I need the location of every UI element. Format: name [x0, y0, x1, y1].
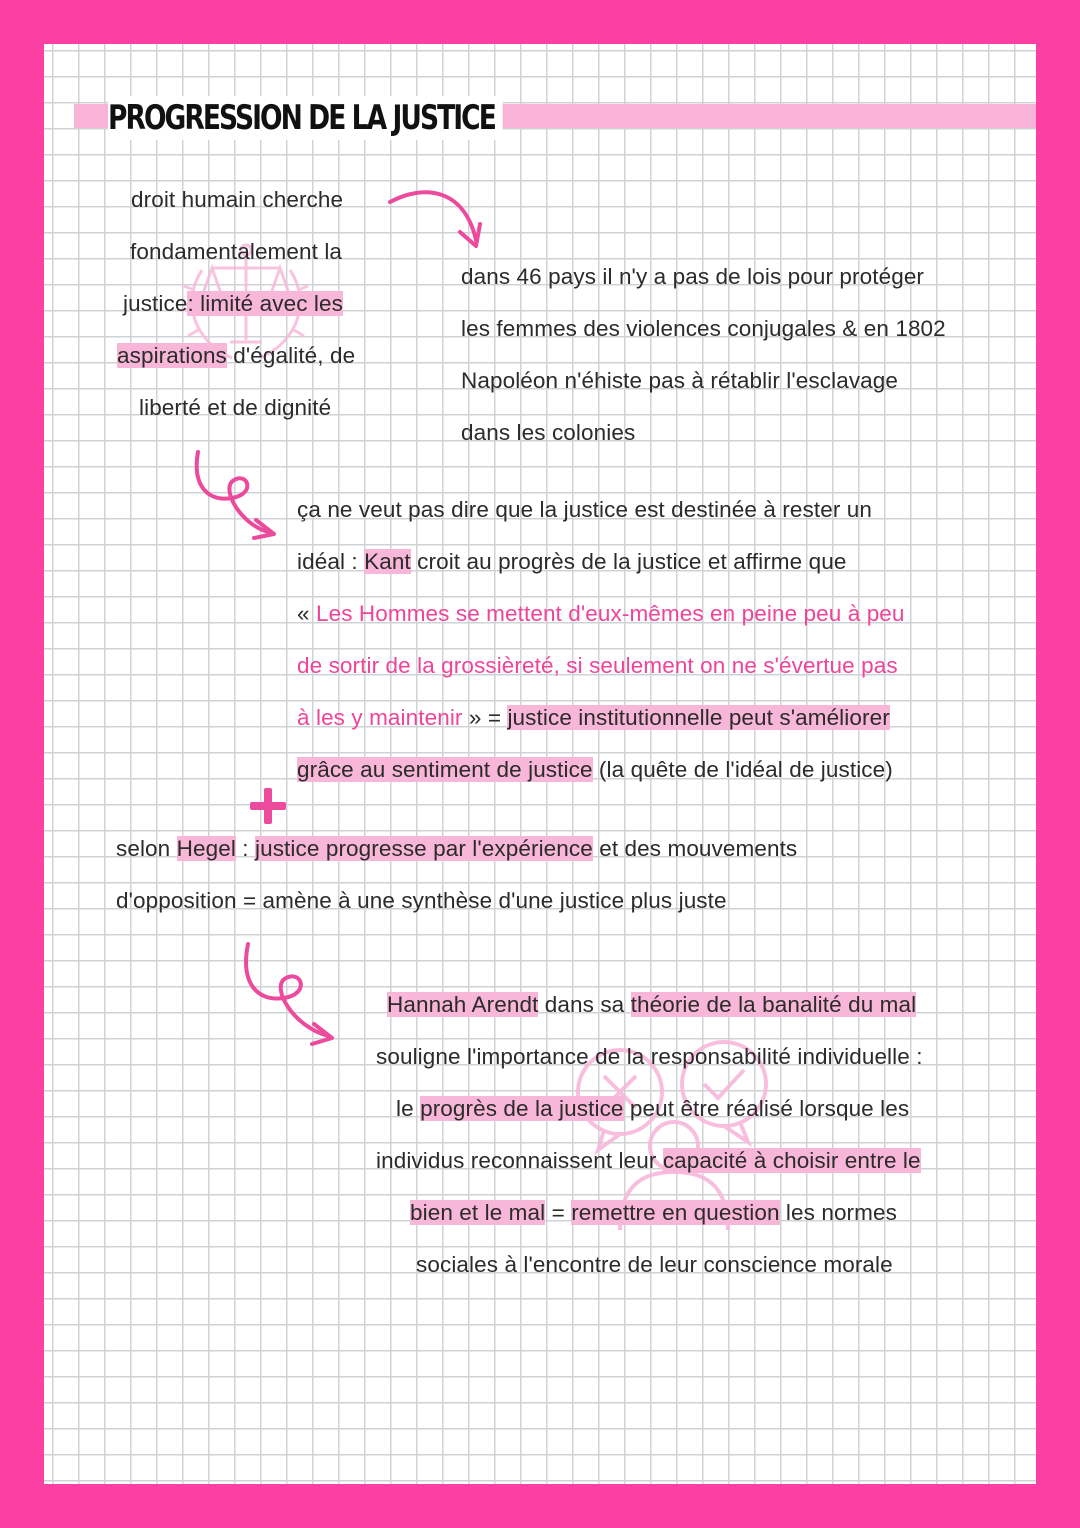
arendt-line-6: sociales à l'encontre de leur conscience morale [416, 1252, 893, 1277]
title-bar-right [494, 104, 1036, 128]
kant-line-3: « Les Hommes se mettent d'eux-mêmes en peine peu à peu [297, 601, 905, 626]
right-line-2: les femmes des violences conjugales & en 1802 [461, 316, 946, 341]
arendt-line-2: souligne l'importance de la responsabilité individuelle : [376, 1044, 923, 1069]
kant-line-1: ça ne veut pas dire que la justice est destinée à rester un [297, 497, 872, 522]
hegel-line-1: selon Hegel : justice progresse par l'expérience et des mouvements [116, 836, 798, 861]
left-line-5: liberté et de dignité [139, 395, 332, 420]
loop-arrow-icon [190, 446, 290, 546]
left-line-4: aspirations d'égalité, de [117, 343, 356, 368]
kant-line-5: à les y maintenir » = justice institutionnelle peut s'améliorer [297, 705, 890, 730]
kant-line-2: idéal : Kant croit au progrès de la justice et affirme que [297, 549, 847, 574]
notebook-page [44, 44, 1036, 1484]
arendt-line-3: le progrès de la justice peut être réalisé lorsque les [396, 1096, 910, 1121]
arendt-line-4: individus reconnaissent leur capacité à choisir entre le [376, 1148, 921, 1173]
right-line-4: dans les colonies [461, 420, 636, 445]
right-line-1: dans 46 pays il n'y a pas de lois pour protéger [461, 264, 925, 289]
loop-arrow-icon [236, 940, 346, 1050]
arendt-line-1: Hannah Arendt dans sa théorie de la banalité du mal [387, 992, 917, 1017]
kant-line-4: de sortir de la grossièreté, si seulement on ne s'évertue pas [297, 653, 898, 678]
right-line-3: Napoléon n'éhiste pas à rétablir l'esclavage [461, 368, 899, 393]
kant-line-6: grâce au sentiment de justice (la quête de l'idéal de justice) [297, 757, 893, 782]
arendt-line-5: bien et le mal = remettre en question les normes [410, 1200, 897, 1225]
left-line-1: droit humain cherche [131, 187, 344, 212]
page-title: PROGRESSION DE LA JUSTICE [108, 96, 503, 140]
left-line-2: fondamentalement la [130, 239, 343, 264]
left-line-3: justice: limité avec les [123, 291, 343, 316]
plus-icon [246, 784, 290, 828]
curved-arrow-icon [384, 184, 494, 264]
hegel-line-2: d'opposition = amène à une synthèse d'une justice plus juste [116, 888, 727, 913]
